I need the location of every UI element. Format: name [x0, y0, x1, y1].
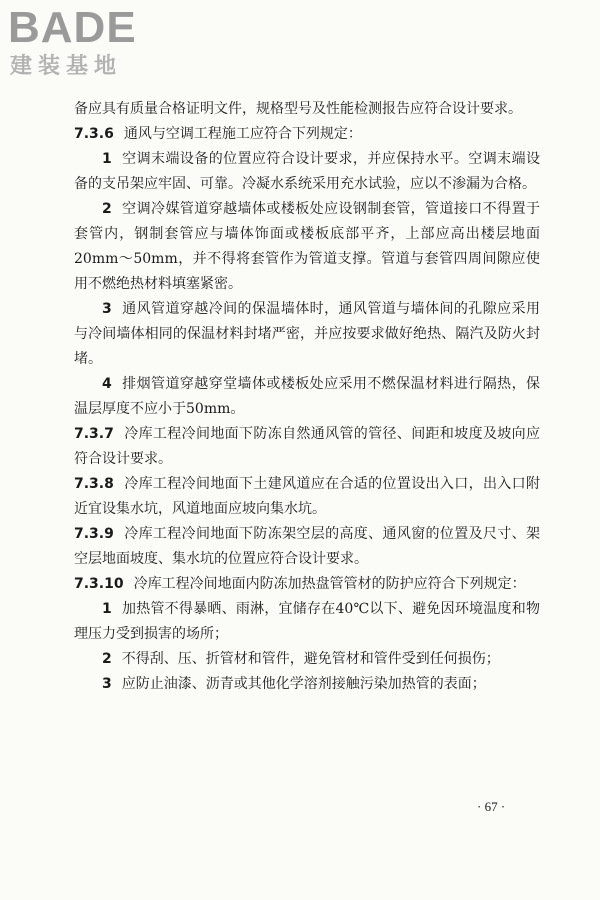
- clause-number: 7.3.9: [74, 526, 114, 542]
- clause-7-3-6: [74, 122, 540, 147]
- paragraph-text: 备应具有质量合格证明文件，规格型号及性能检测报告应符合设计要求。: [74, 101, 522, 117]
- item-2: [74, 197, 540, 297]
- clause-text: 通风与空调工程施工应符合下列规定：: [123, 126, 362, 142]
- clause-text: 冷库工程冷间地面内防冻加热盘管管材的防护应符合下列规定：: [133, 576, 526, 592]
- clause-text: 冷库工程冷间地面下土建风道应在合适的位置设出入口，出入口附近宜设集水坑，风道地面应坡向集水坑。: [74, 476, 540, 517]
- item-text: 加热管不得暴晒、雨淋，宜储存在40℃以下、避免因环境温度和物理压力受到损害的场所；: [74, 601, 540, 642]
- item-number: 3: [102, 301, 112, 317]
- clause-7-3-7: [74, 422, 540, 472]
- clause-number: 7.3.6: [74, 126, 114, 142]
- item-number: 2: [102, 201, 112, 217]
- item-text: 空调冷媒管道穿越墙体或楼板处应设钢制套管，管道接口不得置于套管内，钢制套管应与墙体饰面或楼板底部平齐，上部应高出楼层地面20mm～50mm，并不得将套管作为管道支撑。管道与套管四周间隙应使用不燃绝热材料填塞紧密。: [74, 201, 540, 292]
- page-number: · 67 ·: [477, 799, 506, 814]
- item-3: [74, 672, 540, 697]
- clause-number: 7.3.8: [74, 476, 114, 492]
- item-text: 应防止油漆、沥青或其他化学溶剂接触污染加热管的表面；: [121, 676, 486, 692]
- clause-text: 冷库工程冷间地面下防冻架空层的高度、通风窗的位置及尺寸、架空层地面坡度、集水坑的位置应符合设计要求。: [74, 526, 540, 567]
- clause-7-3-10: [74, 572, 540, 597]
- clause-number: 7.3.10: [74, 576, 124, 592]
- item-3: [74, 297, 540, 372]
- item-text: 通风管道穿越冷间的保温墙体时，通风管道与墙体间的孔隙应采用与冷间墙体相同的保温材料封堵严密，并应按要求做好绝热、隔汽及防火封堵。: [74, 301, 540, 367]
- item-2: [74, 647, 540, 672]
- clause-7-3-8: [74, 472, 540, 522]
- clause-number: 7.3.7: [74, 426, 114, 442]
- bade-logo: [8, 4, 183, 84]
- paragraph-continuation: [74, 97, 540, 122]
- item-1: [74, 597, 540, 647]
- item-text: 空调末端设备的位置应符合设计要求，并应保持水平。空调末端设备的支吊架应牢固、可靠。冷凝水系统采用充水试验，应以不渗漏为合格。: [74, 151, 540, 192]
- item-number: 3: [102, 676, 112, 692]
- item-text: 不得刮、压、折管材和管件，避免管材和管件受到任何损伤；: [121, 651, 500, 667]
- item-text: 排烟管道穿越穿堂墙体或楼板处应采用不燃保温材料进行隔热，保温层厚度不应小于50mm。: [74, 376, 540, 417]
- logo-subtitle: 建装基地: [10, 54, 123, 79]
- item-number: 1: [102, 151, 112, 167]
- clause-7-3-9: [74, 522, 540, 572]
- item-number: 4: [102, 376, 112, 392]
- item-number: 2: [102, 651, 112, 667]
- page-body: [74, 97, 540, 697]
- clause-text: 冷库工程冷间地面下防冻自然通风管的管径、间距和坡度及坡向应符合设计要求。: [74, 426, 540, 467]
- item-1: [74, 147, 540, 197]
- logo-wordmark: BADE: [8, 3, 137, 52]
- item-number: 1: [102, 601, 112, 617]
- item-4: [74, 372, 540, 422]
